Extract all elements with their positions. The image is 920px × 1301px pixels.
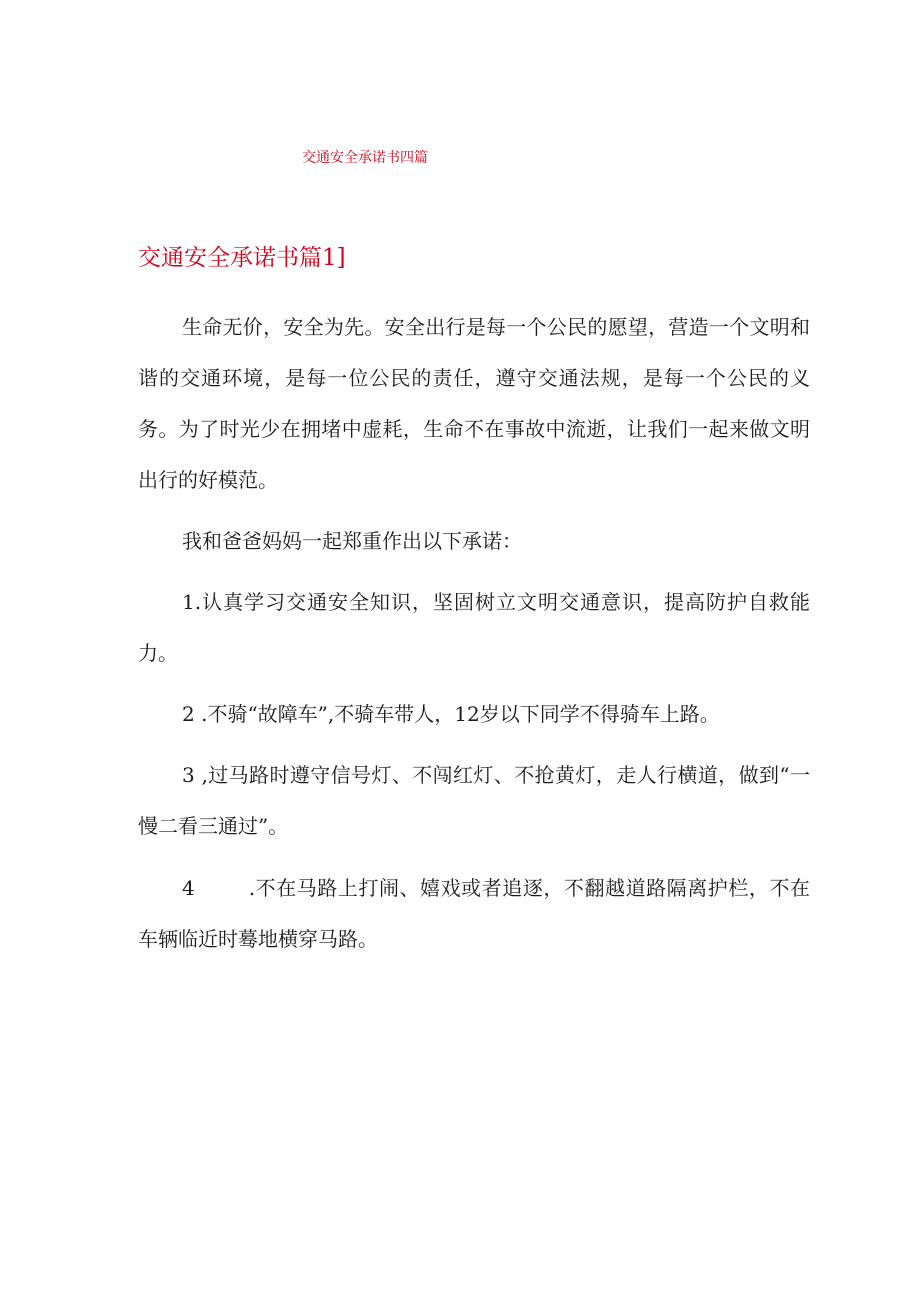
pledge-item-3 <box>138 750 810 852</box>
document-title: 交通安全承诺书四篇 <box>302 150 428 166</box>
pledge-item-4-number: 4 <box>182 876 195 900</box>
pledge-item-4-text: .不在马路上打闹、嬉戏或者追逐，不翻越道路隔离护栏，不在车辆临近时蓦地横穿马路。 <box>138 876 810 951</box>
intro-paragraph: 生命无价，安全为先。安全出行是每一个公民的愿望，营造一个文明和谐的交通环境，是每一位公民的责任，遵守交通法规，是每一个公民的义务。为了时光少在拥堵中虚耗，生命不在事故中流逝，让我们一起来做文明出行的好模范。 <box>138 315 810 492</box>
pledge-item-3-number: 3 <box>182 763 195 787</box>
pledge-item-1: 1.认真学习交通安全知识，坚固树立文明交通意识，提高防护自救能力。 <box>138 590 810 665</box>
section-heading: 交通安全承诺书篇1] <box>138 245 346 271</box>
pledge-intro-paragraph: 我和爸爸妈妈一起郑重作出以下承诺： <box>182 529 522 553</box>
pledge-item-2-number: 2 <box>182 702 195 726</box>
pledge-item-3-text: ,过马路时遵守信号灯、不闯红灯、不抢黄灯，走人行横道，做到“一慢二看三通过”。 <box>138 763 810 838</box>
pledge-item-4 <box>138 863 810 965</box>
pledge-item-2 <box>138 689 810 740</box>
pledge-item-2-text: .不骑“故障车”,不骑车带人，12岁以下同学不得骑车上路。 <box>201 702 720 726</box>
